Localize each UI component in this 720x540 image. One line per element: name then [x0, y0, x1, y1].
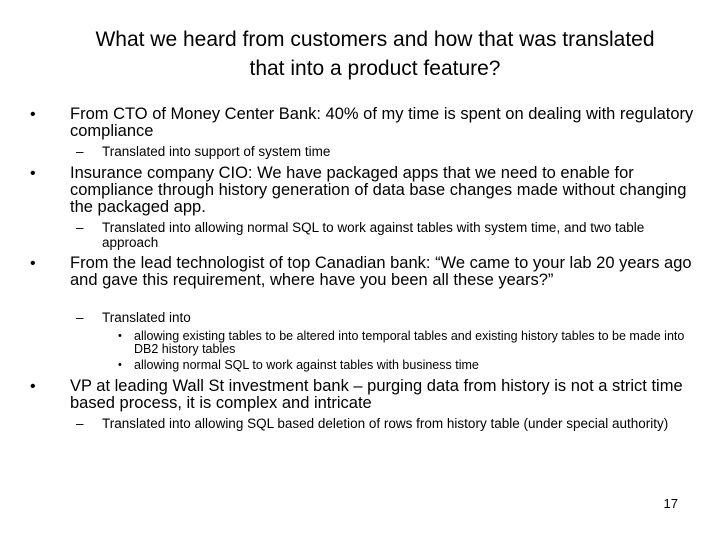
sub-sub-bullet-item: allowing normal SQL to work against tables with business time: [134, 358, 479, 372]
sub-bullet-item: Translated into support of system time: [102, 144, 331, 159]
page-number: 17: [663, 496, 678, 511]
dash-marker: –: [76, 144, 84, 159]
slide-title: What we heard from customers and how that was translated that into a product feature?: [95, 28, 655, 80]
bullet-marker: •: [30, 378, 36, 395]
bullet-item: From CTO of Money Center Bank: 40% of my time is spent on dealing with regulatory compliance: [70, 105, 694, 140]
dash-marker: –: [76, 416, 84, 431]
bullet-marker: •: [30, 165, 36, 182]
sub-bullet-item: Translated into allowing normal SQL to work against tables with system time, and two table approach: [102, 220, 645, 250]
dash-marker: –: [76, 220, 84, 235]
bullet-item: VP at leading Wall St investment bank – purging data from history is not a strict time based process, it is complex and intricate: [70, 377, 683, 412]
bullet-item: From the lead technologist of top Canadian bank: “We came to your lab 20 years ago and gave this requirement, where have you been all these years?”: [70, 254, 692, 289]
bullet-marker: •: [30, 106, 36, 123]
sub-bullet-item: Translated into: [102, 310, 191, 325]
sub-sub-bullet-marker: •: [118, 359, 122, 371]
bullet-item: Insurance company CIO: We have packaged apps that we need to enable for compliance through history generation of data base changes made without changing the packaged app.: [70, 164, 687, 216]
sub-bullet-item: Translated into allowing SQL based deletion of rows from history table (under special authority): [102, 416, 669, 431]
dash-marker: –: [76, 310, 84, 325]
bullet-marker: •: [30, 255, 36, 272]
sub-sub-bullet-item: allowing existing tables to be altered into temporal tables and existing history tables to be made into DB2 history tables: [134, 329, 685, 356]
sub-sub-bullet-marker: •: [118, 330, 122, 342]
